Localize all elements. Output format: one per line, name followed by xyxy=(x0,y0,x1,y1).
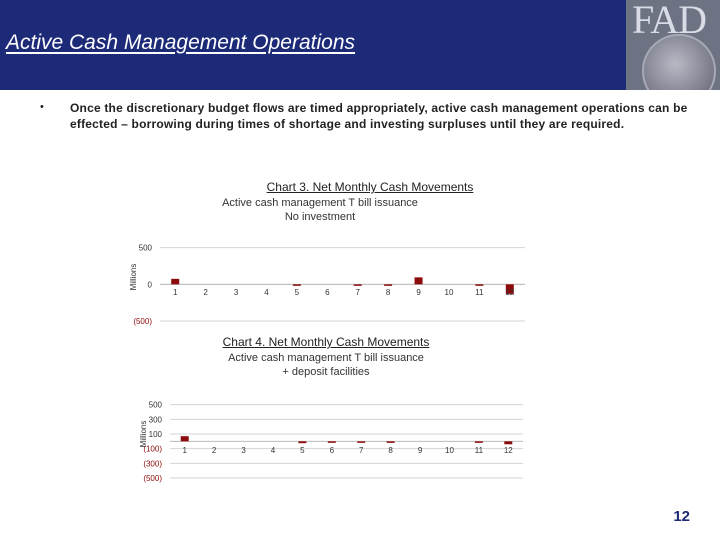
x-tick-label: 3 xyxy=(233,288,239,297)
chart4-subtitle-line-1: Active cash management T bill issuance xyxy=(228,352,424,364)
y-tick-label: (300) xyxy=(143,459,162,469)
bar xyxy=(328,441,336,443)
slide-title: Active Cash Management Operations xyxy=(6,31,356,54)
fad-logo-text: FAD xyxy=(632,0,707,42)
x-tick-label: 4 xyxy=(270,446,276,455)
chart3-subtitle-line-1: Active cash management T bill issuance xyxy=(222,197,418,209)
x-tick-label: 5 xyxy=(294,288,300,297)
chart3-title: Chart 3. Net Monthly Cash Movements xyxy=(266,180,474,194)
x-tick-label: 1 xyxy=(182,446,187,455)
x-tick-label: 9 xyxy=(416,288,421,297)
x-tick-label: 7 xyxy=(358,446,364,455)
page-number: 12 xyxy=(673,508,690,525)
x-tick-label: 10 xyxy=(444,288,454,297)
x-tick-label: 6 xyxy=(325,288,330,297)
bullet-icon: • xyxy=(40,101,44,113)
y-tick-label: (500) xyxy=(143,474,162,483)
x-tick-label: 7 xyxy=(355,288,360,297)
x-tick-label: 4 xyxy=(264,288,269,297)
bar xyxy=(475,441,483,443)
chart4-subtitle-line-2: + deposit facilities xyxy=(282,366,370,378)
y-axis-label: Millions xyxy=(129,263,138,291)
x-tick-label: 12 xyxy=(505,288,515,297)
x-tick-label: 2 xyxy=(211,446,217,455)
x-tick-label: 6 xyxy=(329,446,335,455)
x-tick-label: 12 xyxy=(503,446,513,455)
x-tick-label: 2 xyxy=(203,288,208,297)
chart4-title: Chart 4. Net Monthly Cash Movements xyxy=(222,335,430,349)
y-axis-label: Millions xyxy=(139,420,148,448)
x-tick-label: 8 xyxy=(388,446,393,455)
body-paragraph: Once the discretionary budget flows are timed appropriately, active cash management operations can be effected – borrowing during times of shortage and investing surpluses until they are required. xyxy=(70,101,688,131)
x-tick-label: 10 xyxy=(445,446,454,455)
x-tick-label: 8 xyxy=(385,288,391,297)
x-tick-label: 11 xyxy=(474,446,484,455)
y-tick-label: 100 xyxy=(148,430,162,439)
x-tick-label: 3 xyxy=(241,446,246,455)
y-tick-label: (100) xyxy=(143,444,162,454)
bar xyxy=(298,441,306,443)
y-tick-label: 300 xyxy=(148,415,162,425)
bar xyxy=(357,441,365,443)
chart3-subtitle-line-2: No investment xyxy=(284,211,356,223)
bar xyxy=(504,441,512,444)
x-tick-label: 5 xyxy=(300,446,305,455)
bar xyxy=(387,441,395,443)
y-tick-label: 500 xyxy=(138,243,152,253)
x-tick-label: 1 xyxy=(172,288,178,297)
bar xyxy=(181,436,189,441)
y-tick-label: 500 xyxy=(148,400,162,410)
x-tick-label: 11 xyxy=(475,288,484,297)
y-tick-label: (500) xyxy=(133,317,152,326)
x-tick-label: 9 xyxy=(417,446,423,455)
y-tick-label: 0 xyxy=(147,280,152,290)
